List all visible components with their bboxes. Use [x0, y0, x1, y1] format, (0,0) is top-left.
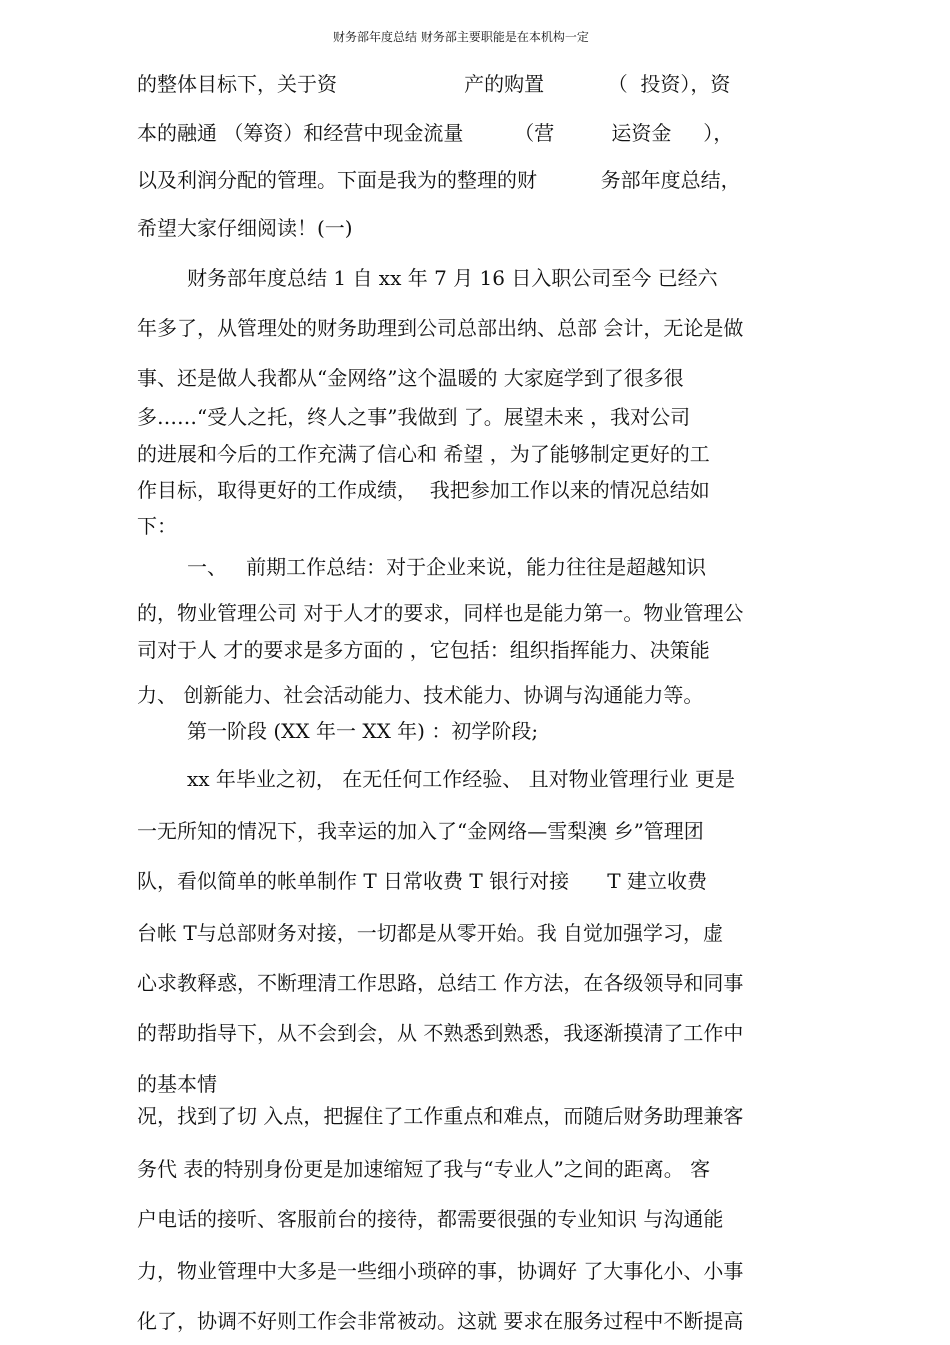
text-line: 一无所知的情况下，我幸运的加入了“金网络—雪梨澳 乡”管理团	[137, 819, 704, 843]
text-line: 财务部年度总结 1 自 xx 年 7 月 16 日入职公司至今 已经六	[187, 266, 718, 290]
text-line: 的整体目标下，关于资 产的购置 （ 投资），资	[137, 72, 731, 96]
text-line: 务代 表的特别身份更是加速缩短了我与“专业人”之间的距离。 客	[137, 1157, 711, 1181]
text-line: 事、还是做人我都从“金网络”这个温暖的 大家庭学到了很多很	[137, 366, 684, 390]
text-line: 本的融通 （筹资）和经营中现金流量 （营 运资金 ），	[137, 121, 734, 145]
text-line: 队，看似简单的帐单制作 T 日常收费 T 银行对接 T 建立收费	[137, 869, 707, 893]
text-line: 况，找到了切 入点，把握住了工作重点和难点，而随后财务助理兼客	[137, 1104, 744, 1128]
text-line: 化了，协调不好则工作会非常被动。这就 要求在服务过程中不断提高	[137, 1309, 744, 1333]
text-line: 的帮助指导下，从不会到会，从 不熟悉到熟悉，我逐渐摸清了工作中	[137, 1021, 744, 1045]
text-line: 司对于人 才的要求是多方面的 ，它包括：组织指挥能力、决策能	[137, 638, 710, 662]
text-line: 力，物业管理中大多是一些细小琐碎的事，协调好 了大事化小、小事	[137, 1259, 744, 1283]
text-line: 的，物业管理公司 对于人才的要求，同样也是能力第一。物业管理公	[137, 601, 744, 625]
text-line: 户电话的接听、客服前台的接待，都需要很强的专业知识 与沟通能	[137, 1207, 724, 1231]
text-line: 心求教释惑，不断理清工作思路，总结工 作方法，在各级领导和同事	[137, 971, 744, 995]
text-line: 力、 创新能力、社会活动能力、技术能力、协调与沟通能力等。	[137, 683, 704, 707]
text-line: 多……“受人之托，终人之事”我做到 了。展望未来 ，我对公司	[137, 405, 691, 429]
text-line: 作目标，取得更好的工作成绩， 我把参加工作以来的情况总结如	[137, 478, 710, 502]
text-line: 希望大家仔细阅读！(一)	[137, 216, 353, 240]
text-line: 的进展和今后的工作充满了信心和 希望 ，为了能够制定更好的工	[137, 442, 710, 466]
text-line: 台帐 T与总部财务对接，一切都是从零开始。我 自觉加强学习，虚	[137, 921, 724, 945]
text-line: 年多了，从管理处的财务助理到公司总部出纳、总部 会计，无论是做	[137, 316, 744, 340]
text-line: 的基本情	[137, 1072, 217, 1096]
text-line: 财务部年度总结 财务部主要职能是在本机构一定	[333, 30, 589, 44]
text-line: 一、 前期工作总结：对于企业来说，能力往往是超越知识	[187, 555, 707, 579]
text-line: 下：	[137, 514, 177, 538]
text-line: 第一阶段 (XX 年一 XX 年) ：初学阶段;	[187, 719, 539, 743]
text-line: 以及利润分配的管理。下面是我为的整理的财 务部年度总结，	[137, 168, 741, 192]
text-line: xx 年毕业之初， 在无任何工作经验、 且对物业管理行业 更是	[187, 767, 735, 791]
